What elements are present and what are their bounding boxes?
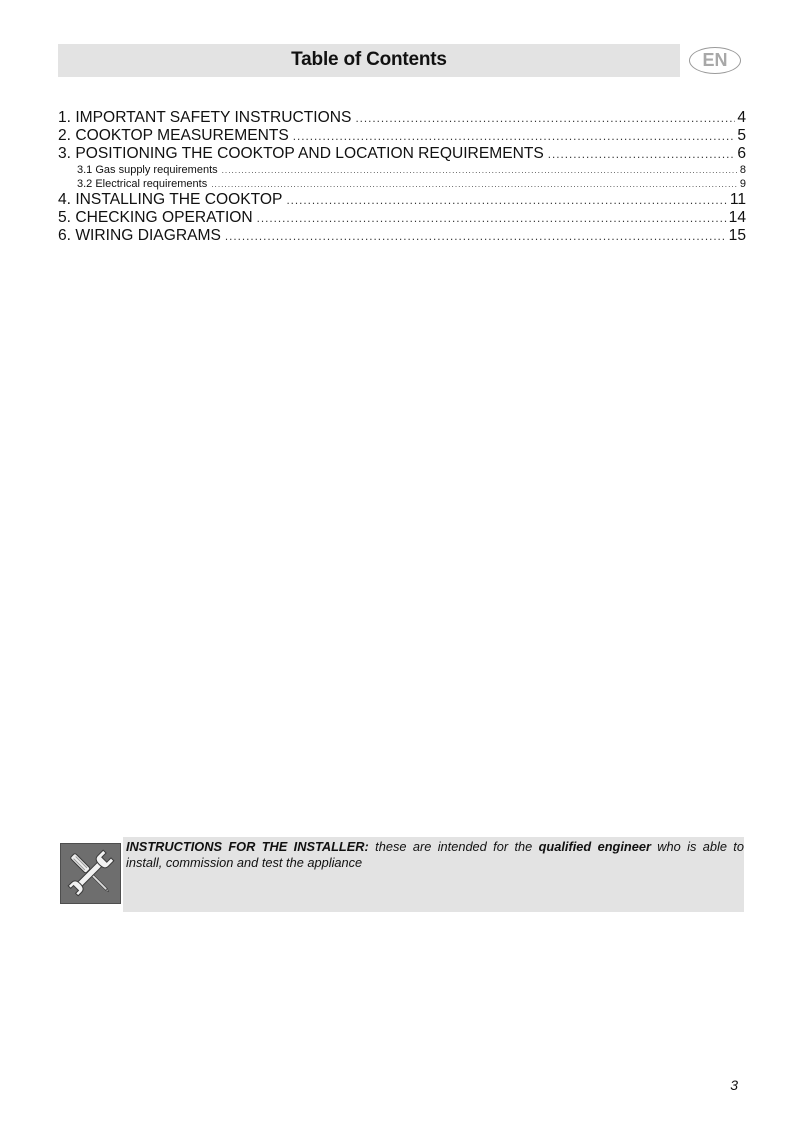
page-title: Table of Contents [291,49,447,70]
toc-leader-dots [222,164,738,178]
toc-entry-positioning[interactable] [58,145,746,163]
table-of-contents [58,109,746,245]
installer-note [123,837,744,912]
toc-leader-dots [355,110,735,128]
toc-entry-page: 15 [728,227,746,244]
toc-entry-wiring[interactable] [58,227,746,245]
title-bar [58,44,680,77]
toc-entry-page: 9 [739,178,746,190]
toc-entry-page: 14 [728,209,746,226]
toc-entry-page: 6 [737,145,746,162]
toc-entry-page: 4 [737,109,746,126]
toc-entry-safety[interactable] [58,109,746,127]
toc-entry-label: 2. COOKTOP MEASUREMENTS [58,127,289,144]
page-number: 3 [730,1077,738,1093]
installer-note-lead: INSTRUCTIONS FOR THE INSTALLER: [126,839,369,854]
installer-note-emphasis: qualified engineer [538,839,651,854]
toc-entry-label: 3. POSITIONING THE COOKTOP AND LOCATION REQUIREMENTS [58,145,544,162]
toc-entry-page: 8 [739,164,746,176]
toc-entry-label: 3.2 Electrical requirements [77,178,208,190]
installer-note-text-before: these are intended for the [368,839,539,854]
toc-leader-dots [548,146,736,164]
toc-entry-gas-supply[interactable] [58,163,746,177]
toc-leader-dots [286,192,727,210]
toc-entry-page: 11 [729,191,746,208]
toc-leader-dots [211,178,738,192]
toc-entry-label: 1. IMPORTANT SAFETY INSTRUCTIONS [58,109,352,126]
toc-entry-electrical[interactable] [58,177,746,191]
toc-entry-label: 5. CHECKING OPERATION [58,209,253,226]
toc-entry-checking[interactable] [58,209,746,227]
toc-entry-page: 5 [737,127,746,144]
toc-entry-label: 6. WIRING DIAGRAMS [58,227,221,244]
toc-leader-dots [257,210,727,228]
toc-entry-label: 3.1 Gas supply requirements [77,164,218,176]
toc-entry-label: 4. INSTALLING THE COOKTOP [58,191,283,208]
installer-note-text [126,839,744,871]
installer-note-text-after: who is able to install, commission and test the appliance [126,839,744,870]
toc-entry-installing[interactable] [58,191,746,209]
toc-leader-dots [225,228,727,246]
language-badge: EN [689,47,741,74]
toc-leader-dots [293,128,736,146]
toc-entry-measurements[interactable] [58,127,746,145]
wrench-screwdriver-icon [60,843,121,904]
